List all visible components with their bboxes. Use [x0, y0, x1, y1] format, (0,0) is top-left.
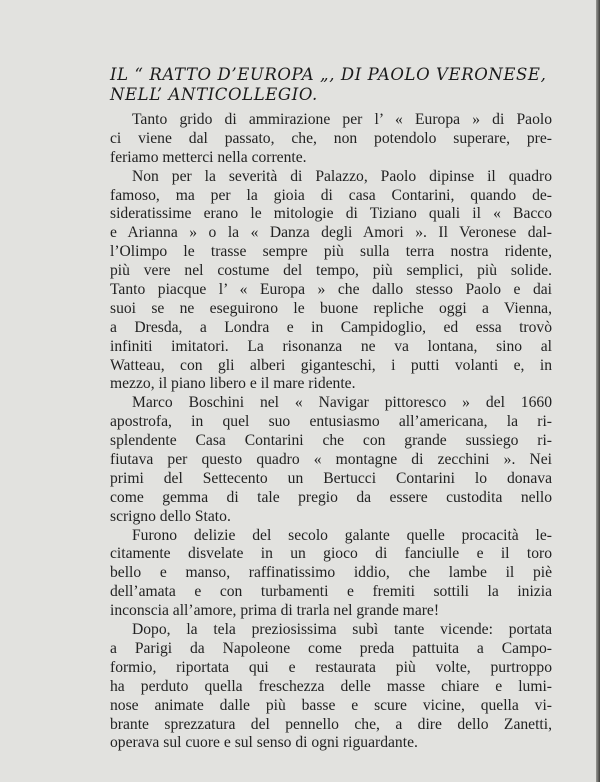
text-line: formio, riportata qui e restaurata più volte, purtroppo — [110, 658, 552, 676]
text-line: Dopo, la tela preziosissima subì tante vicende: portata — [132, 621, 552, 639]
text-line: mezzo, il piano libero e il mare ridente. — [110, 375, 356, 393]
paragraph — [110, 527, 552, 621]
text-line: a Parigi da Napoleone come preda pattuita a Campo- — [110, 639, 552, 657]
text-line: dell’amata e con turbamenti e fremiti sottili la inizia — [110, 583, 552, 601]
body-text — [110, 111, 552, 753]
text-line: famoso, ma per la gioia di casa Contarini, quando de- — [110, 186, 552, 204]
text-line: l’Olimpo le trasse sempre più sulla terra nostra ridente, — [110, 243, 552, 261]
paragraph — [110, 621, 552, 753]
text-line: Watteau, con gli alberi giganteschi, i putti volanti e, in — [110, 356, 552, 374]
paragraph — [110, 111, 552, 168]
text-line: fiutava per questo quadro « montagne di zecchini ». Nei — [110, 451, 552, 469]
text-line: bello e manso, raffinatissimo iddio, che lambe il piè — [110, 564, 552, 582]
text-line: più vere nel costume del tempo, più semplici, più solide. — [110, 262, 552, 280]
text-line: brante sprezzatura del pennello che, a dire dello Zanetti, — [110, 715, 552, 733]
text-line: inconscia all’amore, prima di trarla nel grande mare! — [110, 602, 440, 620]
text-line: Tanto piacque l’ « Europa » che dallo stesso Paolo e dai — [110, 281, 552, 299]
text-line: citamente disvelate in un gioco di fanciulle e il toro — [110, 545, 552, 563]
text-line: e Arianna » o la « Danza degli Amori ». Il Veronese dal- — [110, 224, 552, 242]
text-line: ha perduto quella freschezza delle masse chiare e lumi- — [110, 677, 552, 695]
text-line: suoi se ne eseguirono le buone repliche oggi a Vienna, — [110, 299, 552, 317]
text-line: apostrofa, in quel suo entusiasmo all’americana, la ri- — [110, 413, 552, 431]
page-edge — [596, 0, 600, 782]
chapter-title-line: IL “ RATTO D’EUROPA „, DI PAOLO VERONESE, — [110, 65, 547, 84]
chapter-title-line: NELL’ ANTICOLLEGIO. — [110, 85, 318, 104]
text-line: Marco Boschini nel « Navigar pittoresco » del 1660 — [132, 394, 552, 412]
text-line: ci viene dal passato, che, non potendolo superare, pre- — [110, 129, 552, 147]
text-line: splendente Casa Contarini che con grande sussiego ri- — [110, 432, 552, 450]
paragraph — [110, 394, 552, 526]
text-line: sideratissime erano le mitologie di Tiziano quali il « Bacco — [110, 205, 552, 223]
text-line: nose animate dalle più basse e scure vicine, quella vi- — [110, 696, 552, 714]
text-line: primi del Settecento un Bertucci Contarini lo donava — [110, 469, 552, 487]
chapter-title — [110, 65, 550, 105]
paragraph — [110, 168, 552, 395]
text-line: feriamo metterci nella corrente. — [110, 148, 307, 166]
text-line: operava sul cuore e sul senso di ogni riguardante. — [110, 734, 418, 752]
text-line: infiniti imitatori. La risonanza ne va lontana, sino al — [110, 337, 552, 355]
text-line: Tanto grido di ammirazione per l’ « Europa » di Paolo — [132, 111, 552, 128]
text-line: a Dresda, a Londra e in Campidoglio, ed essa trovò — [110, 318, 552, 336]
text-line: come gemma di tale pregio da essere custodita nello — [110, 488, 552, 506]
text-line: Non per la severità di Palazzo, Paolo dipinse il quadro — [132, 167, 552, 185]
text-line: scrigno dello Stato. — [110, 507, 231, 525]
text-line: Furono delizie del secolo galante quelle procacità le- — [132, 526, 552, 544]
